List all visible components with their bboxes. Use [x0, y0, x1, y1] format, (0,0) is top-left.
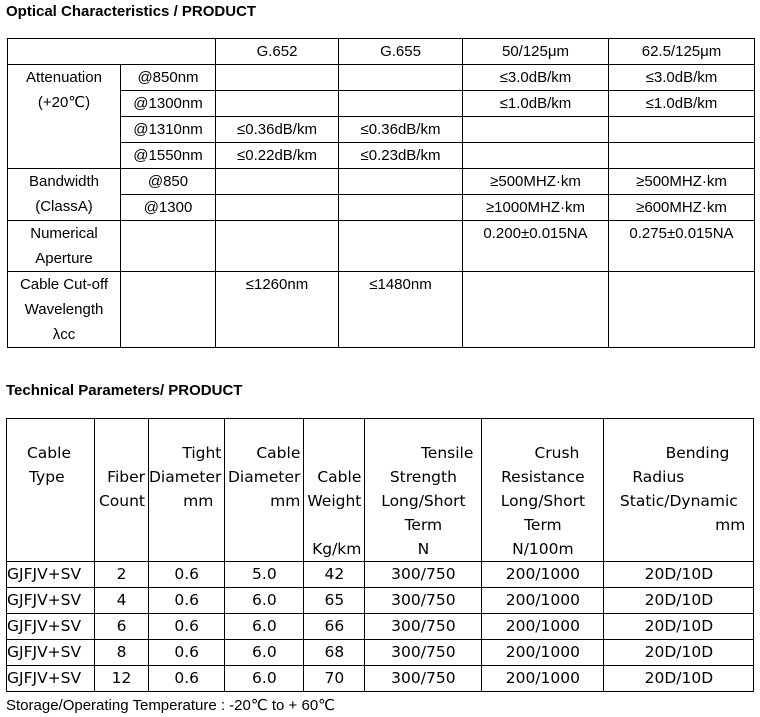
value-cell	[463, 272, 609, 348]
wavelength-cell: @1550nm	[121, 143, 216, 169]
cell-tensile: 300/750	[365, 640, 482, 666]
cutoff-label-line1: Cable Cut-off	[19, 276, 109, 293]
value-cell: ≤0.22dB/km	[216, 143, 339, 169]
cell-bending: 20D/10D	[604, 562, 754, 588]
cell-cable-diameter: 6.0	[225, 640, 304, 666]
cell-cable-diameter: 6.0	[225, 666, 304, 692]
header-line: Tight	[182, 444, 222, 462]
header-line: Radius	[632, 468, 685, 486]
bandwidth-label-line2: (ClassA)	[35, 198, 93, 215]
header-line: N	[417, 540, 430, 558]
wavelength-cell: @850	[121, 169, 216, 195]
value-cell	[339, 91, 463, 117]
col-header-g652: G.652	[216, 39, 339, 65]
bandwidth-label	[8, 169, 121, 221]
header-line: Long/Short	[500, 492, 586, 510]
header-line: Tensile	[420, 444, 474, 462]
col-header-cable-diameter	[225, 419, 304, 562]
header-line: Diameter	[228, 468, 301, 486]
cell-tight-diameter: 0.6	[149, 666, 225, 692]
table-row	[8, 65, 755, 91]
cell-cable-weight: 70	[304, 666, 365, 692]
value-cell: 0.200±0.015NA	[463, 221, 609, 272]
value-cell	[216, 221, 339, 272]
cell-crush: 200/1000	[482, 614, 604, 640]
value-cell	[216, 91, 339, 117]
value-cell	[609, 117, 755, 143]
table-header-row	[7, 419, 754, 562]
value-cell: ≤1480nm	[339, 272, 463, 348]
value-cell	[216, 169, 339, 195]
col-header-tensile-strength	[365, 419, 482, 562]
value-cell	[339, 221, 463, 272]
cell-tensile: 300/750	[365, 614, 482, 640]
value-cell: ≥500MHZ·km	[609, 169, 755, 195]
col-header-g655: G.655	[339, 39, 463, 65]
header-line: Weight	[307, 492, 362, 510]
cell-fiber-count: 12	[95, 666, 149, 692]
cell-cable-weight: 65	[304, 588, 365, 614]
cell-bending: 20D/10D	[604, 614, 754, 640]
table-row	[8, 221, 755, 272]
header-line: mm	[183, 492, 214, 510]
cell-fiber-count: 2	[95, 562, 149, 588]
cell-cable-weight: 68	[304, 640, 365, 666]
cell-bending: 20D/10D	[604, 588, 754, 614]
header-line: Term	[524, 516, 562, 534]
value-cell: ≥500MHZ·km	[463, 169, 609, 195]
value-cell	[463, 143, 609, 169]
cell-crush: 200/1000	[482, 640, 604, 666]
cell-cable-type: GJFJV+SV	[7, 562, 95, 588]
attenuation-label	[8, 65, 121, 169]
table-header-row	[8, 39, 755, 65]
col-header-cable-type	[7, 419, 95, 562]
value-cell: ≤0.36dB/km	[339, 117, 463, 143]
table-row	[7, 588, 754, 614]
header-line: Cable	[26, 444, 71, 462]
wavelength-cell: @1300	[121, 195, 216, 221]
value-cell	[339, 195, 463, 221]
value-cell	[121, 221, 216, 272]
value-cell: ≤3.0dB/km	[609, 65, 755, 91]
cell-tensile: 300/750	[365, 588, 482, 614]
cell-cable-weight: 42	[304, 562, 365, 588]
value-cell	[609, 272, 755, 348]
numerical-aperture-label	[8, 221, 121, 272]
cell-cable-type: GJFJV+SV	[7, 666, 95, 692]
header-line: N/100m	[512, 540, 574, 558]
header-line: Long/Short	[381, 492, 466, 510]
header-line: Crush	[534, 444, 580, 462]
value-cell	[463, 117, 609, 143]
value-cell	[121, 272, 216, 348]
header-line: Static/Dynamic	[619, 492, 738, 510]
col-header-62-5-125: 62.5/125μm	[609, 39, 755, 65]
value-cell	[609, 143, 755, 169]
cell-fiber-count: 4	[95, 588, 149, 614]
table-row	[7, 640, 754, 666]
wavelength-cell: @1310nm	[121, 117, 216, 143]
table-row	[7, 666, 754, 692]
cell-fiber-count: 6	[95, 614, 149, 640]
header-line: Strength	[389, 468, 457, 486]
value-cell	[339, 169, 463, 195]
cell-fiber-count: 8	[95, 640, 149, 666]
value-cell: ≤0.23dB/km	[339, 143, 463, 169]
cell-tensile: 300/750	[365, 666, 482, 692]
value-cell	[216, 65, 339, 91]
na-label-line2: Aperture	[35, 250, 93, 267]
col-header-crush-resistance	[482, 419, 604, 562]
header-line: Type	[29, 468, 65, 486]
cell-bending: 20D/10D	[604, 666, 754, 692]
cell-cable-type: GJFJV+SV	[7, 614, 95, 640]
cell-cable-weight: 66	[304, 614, 365, 640]
header-line: Bending	[665, 444, 730, 462]
cutoff-label-line2: Wavelength	[24, 301, 104, 318]
value-cell	[216, 195, 339, 221]
wavelength-cell: @850nm	[121, 65, 216, 91]
header-line: Fiber	[107, 468, 145, 486]
cell-cable-type: GJFJV+SV	[7, 588, 95, 614]
table-row	[8, 91, 755, 117]
value-cell: ≤0.36dB/km	[216, 117, 339, 143]
col-header-bending-radius	[604, 419, 754, 562]
header-line: Cable	[256, 444, 301, 462]
cell-cable-diameter: 5.0	[225, 562, 304, 588]
col-header-50-125: 50/125μm	[463, 39, 609, 65]
header-line: Resistance	[501, 468, 585, 486]
header-blank-cell	[8, 39, 216, 65]
cell-tight-diameter: 0.6	[149, 588, 225, 614]
table-row	[8, 195, 755, 221]
optical-characteristics-table	[7, 38, 755, 348]
cutoff-wavelength-label	[8, 272, 121, 348]
value-cell: ≤3.0dB/km	[463, 65, 609, 91]
cell-crush: 200/1000	[482, 562, 604, 588]
technical-parameters-table	[6, 418, 754, 692]
cell-crush: 200/1000	[482, 666, 604, 692]
table-row	[7, 614, 754, 640]
temperature-note: Storage/Operating Temperature : -20℃ to + 60℃	[6, 697, 336, 714]
na-label-line1: Numerical	[30, 225, 98, 242]
bandwidth-label-line1: Bandwidth	[28, 173, 100, 190]
header-line: Kg/km	[312, 540, 362, 558]
header-line: Diameter	[149, 468, 222, 486]
value-cell: ≤1.0dB/km	[609, 91, 755, 117]
cell-cable-diameter: 6.0	[225, 588, 304, 614]
value-cell	[339, 65, 463, 91]
cell-tight-diameter: 0.6	[149, 640, 225, 666]
value-cell: ≥600MHZ·km	[609, 195, 755, 221]
cell-cable-diameter: 6.0	[225, 614, 304, 640]
table-row	[8, 169, 755, 195]
attenuation-label-line2: (+20℃)	[37, 94, 91, 111]
cutoff-label-line3: λcc	[52, 326, 76, 343]
wavelength-cell: @1300nm	[121, 91, 216, 117]
attenuation-label-line1: Attenuation	[26, 69, 102, 86]
header-line: Cable	[317, 468, 362, 486]
cell-cable-type: GJFJV+SV	[7, 640, 95, 666]
table-row	[8, 117, 755, 143]
header-line: Term	[404, 516, 443, 534]
cell-tensile: 300/750	[365, 562, 482, 588]
table-row	[8, 143, 755, 169]
cell-tight-diameter: 0.6	[149, 562, 225, 588]
header-line: Count	[98, 492, 145, 510]
optical-characteristics-title: Optical Characteristics / PRODUCT	[6, 3, 257, 20]
col-header-tight-diameter	[149, 419, 225, 562]
header-line: mm	[270, 492, 301, 510]
col-header-fiber-count	[95, 419, 149, 562]
header-line: mm	[715, 516, 746, 534]
table-row	[7, 562, 754, 588]
value-cell: 0.275±0.015NA	[609, 221, 755, 272]
col-header-cable-weight	[304, 419, 365, 562]
header-line	[304, 513, 361, 537]
value-cell: ≤1260nm	[216, 272, 339, 348]
cell-crush: 200/1000	[482, 588, 604, 614]
value-cell: ≥1000MHZ·km	[463, 195, 609, 221]
cell-bending: 20D/10D	[604, 640, 754, 666]
value-cell: ≤1.0dB/km	[463, 91, 609, 117]
cell-tight-diameter: 0.6	[149, 614, 225, 640]
technical-parameters-title: Technical Parameters/ PRODUCT	[6, 382, 243, 399]
table-row	[8, 272, 755, 348]
